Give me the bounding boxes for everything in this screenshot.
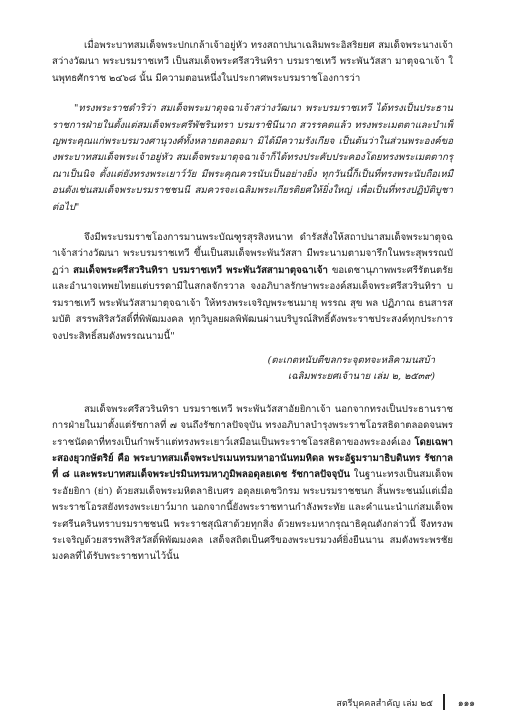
book-title: สตรีบุคคลสำคัญ เล่ม ๒๕: [336, 699, 433, 709]
two-kings-bold: โดยเฉพาะสองยุวกษัตริย์ คือ พระบาทสมเด็จพระปรเมนทรมหาอานันทมหิดล พระอัฐมรามาธิบดินทร รัชกาลที่ ๘ และพระบาทสมเด็จพระปรมินทรมหาภูมิพลอดุลยเดช รัชกาลปัจจุบัน: [52, 436, 453, 481]
citation-line-1: (ตะเกตหนับตีขลกระจุตทจะหลิคามนสบ้า: [267, 354, 435, 366]
source-citation: [52, 353, 435, 386]
biography-text-end: ในฐานะทรงเป็นสมเด็จพระอัยยิกา (ย่า) ด้วยสมเด็จพระมหิตลาธิเบศร อดุลยเดชวิกรม พระบรมราชชนก สิ้นพระชนม์แต่เมื่อพระราชโอรสยังทรงพระเยาว์มาก นอกจากนี้ยังพระราชทานกำลังพระทัย และคำแนะนำแก่สมเด็จพระศรีนครินทราบรมราชชนนี พระราชสุณิสาด้วยทุกสิ่ง ด้วยพระมหากรุณาธิคุณดังกล่าวนี้ จึงทรงพระเจริญด้วยสรรพสิริสวัสดิ์พิพัฒมงคล เสด็จสถิตเป็นศรีของพระบรมวงศ์ยิ่งยืนนาน สมดังพระพรชัยมงคลที่ได้รับพระราชทานไว้นั้น: [52, 469, 453, 563]
citation-line-2: เฉลิมพระยศเจ้านาย เล่ม ๒, ๒๕๓๙): [287, 371, 435, 383]
biography-paragraph: [52, 402, 453, 566]
royal-title-bold: สมเด็จพระศรีสวรินทิรา บรมราชเทวี พระพันวัสสามาตุจฉาเจ้า: [73, 264, 328, 276]
proclamation-text-start: จึงมีพระบรมราชโองการมานพระบัณฑูรสุรสิงหนาท ดำรัสสั่งให้สถาปนาสมเด็จพระมาตุจฉาเจ้าสว่างวัฒนา พระบรมราชเทวี ขึ้นเป็นสมเด็จพระพันวัสสา มีพระนามตามจารึกในพระสุพรรณบัฏว่า: [52, 232, 453, 276]
proclamation-paragraph: [52, 230, 453, 345]
proclamation-text-end: ขอเดชานุภาพพระศรีรัตนตรัย และอำนาจเทพยไทยแต่บรรดามีในสกลจักรวาล จงอภิบาลรักษาพระองค์สมเด็จพระศรีสวรินทิรา บรมราชเทวี พระพันวัสสามาตุจฉาเจ้า ให้ทรงพระเจริญพระชนมายุ พรรณ สุข พล ปฏิภาณ ธนสารสมบัติ สรรพสิริสวัสดิ์ที่พิพัฒมงคล ทุกวิบูลยผลพิพัฒนผ่านบริบูรณ์สิทธิ์ดังพระราชประสงค์ทุกประการ จงประสิทธิ์สมดังพรรณนามนี้": [52, 264, 453, 342]
page-number: ๑๑๑: [457, 699, 475, 709]
intro-paragraph: เมื่อพระบาทสมเด็จพระปกเกล้าเจ้าอยู่หัว ทรงสถาปนาเฉลิมพระอิสริยยศ สมเด็จพระนางเจ้าสว่างวัฒนา พระบรมราชเทวี เป็นสมเด็จพระศรีสวรินทิรา บรมราชเทวี พระพันวัสสา มาตุจฉาเจ้า ในพุทธศักราช ๒๔๖๘ นั้น มีความตอนหนึ่งในประกาศพระบรมราชโองการว่า: [52, 40, 453, 84]
footer-divider: [443, 694, 445, 710]
biography-text-start: สมเด็จพระศรีสวรินทิรา บรมราชเทวี พระพันวัสสาอัยยิกาเจ้า นอกจากทรงเป็นประธานราชการฝ่ายในมาตั้งแต่รัชกาลที่ ๗ จนถึงรัชกาลปัจจุบัน ทรงอภิบาลบำรุงพระราชโอรสธิดาตลอดจนพระราชนัดดาที่ทรงเป็นกำพร้าแต่ทรงพระเยาว์เสมือนเป็นพระราชโอรสธิดาของพระองค์เอง: [52, 403, 453, 448]
page-footer: [0, 696, 505, 710]
royal-command-quote: "ทรงพระราชดำริว่า สมเด็จพระมาตุจฉาเจ้าสว่างวัฒนา พระบรมราชเทวี ได้ทรงเป็นประธานราชการฝ่ายในตั้งแต่สมเด็จพระศรีพัชรินทรา บรมราชินีนาถ สวรรคตแล้ว ทรงพระเมตตาและบำเพ็ญพระคุณแก่พระบรมวงศานุวงศ์ทั้งหลายตลอดมา มิได้มีความรังเกียจ เป็นต้นว่าในส่วนพระองค์ของพระบาทสมเด็จพระเจ้าอยู่หัว สมเด็จพระมาตุจฉาเจ้าก็ได้ทรงประคับประคองโดยทรงพระเมตตากรุณาเป็นนิจ ตั้งแต่ยังทรงพระเยาว์วัย มีพระคุณควรนับเป็นอย่างยิ่ง ทุกวันนี้ก็เป็นที่ทรงพระนับถือเหมือนดังเช่นสมเด็จพระบรมราชชนนี สมควรจะเฉลิมพระเกียรติยศให้ยิ่งใหญ่ เพื่อเป็นที่ทรงปฏิบัติบูชาต่อไป": [52, 103, 453, 213]
